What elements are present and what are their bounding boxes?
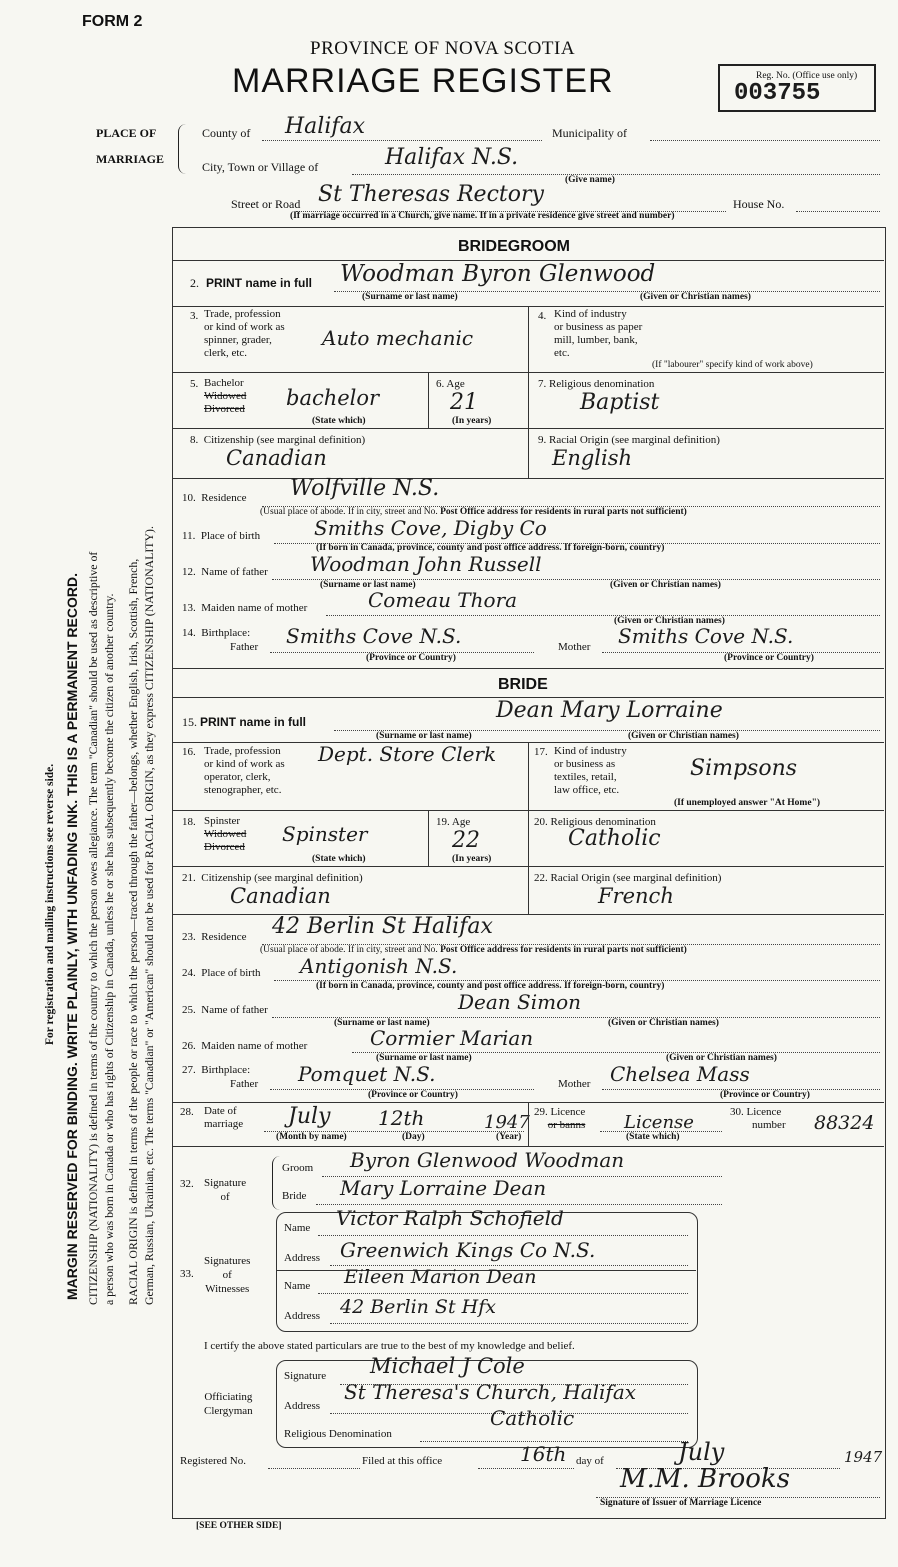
- groom-bp-mother-cap: (Province or Country): [724, 653, 814, 663]
- groom-residence-note: (Usual place of abode. If in city, street and No. Post Office address for residents in rural parts not sufficient): [260, 507, 687, 517]
- clergy-label: Officiating Clergyman: [204, 1391, 253, 1417]
- wit1-address-label: Address: [284, 1252, 321, 1264]
- groom-racial-value: English: [552, 446, 633, 470]
- bride-bp-father-label: Father: [230, 1078, 259, 1090]
- groom-citizenship-value: Canadian: [226, 446, 327, 470]
- groom-status-value: bachelor: [286, 386, 380, 410]
- groom-age-value: 21: [450, 390, 478, 415]
- municipality-label: Municipality of: [552, 126, 627, 140]
- county-value: Halifax: [285, 114, 366, 139]
- groom-birthplace-label: 14. Birthplace:: [182, 627, 251, 639]
- licence-value: License: [624, 1112, 694, 1133]
- bride-surname-cap: (Surname or last name): [376, 731, 472, 741]
- bride-bp-mother-value: Chelsea Mass: [610, 1062, 750, 1086]
- bride-bp-mother-label: Mother: [558, 1078, 591, 1090]
- clergy-signature: Michael J Cole: [370, 1354, 525, 1378]
- bride-citizenship-label: 21. Citizenship (see marginal definition): [182, 872, 363, 884]
- groom-father-given-cap: (Given or Christian names): [610, 580, 721, 590]
- bride-father-surname-cap: (Surname or last name): [334, 1018, 430, 1028]
- bride-status-value: Spinster: [282, 822, 368, 846]
- bride-name-label: 15. PRINT name in full: [182, 715, 307, 729]
- groom-residence-value: Wolfville N.S.: [290, 476, 440, 501]
- groom-name-label: PRINT name in full: [206, 276, 313, 290]
- form-label: FORM 2: [82, 13, 143, 30]
- bride-age-label: 19. Age: [436, 816, 471, 828]
- bride-birth-note: (If born in Canada, province, county and post office address. If foreign-born, country): [316, 981, 665, 991]
- groom-birth-value: Smiths Cove, Digby Co: [314, 516, 547, 540]
- clergy-rel-label: Religious Denomination: [284, 1428, 392, 1440]
- date-label: Date of marriage: [204, 1105, 244, 1130]
- bride-trade-value: Dept. Store Clerk: [318, 742, 497, 766]
- witnesses-label: Signatures of Witnesses: [204, 1255, 251, 1295]
- street-label: Street or Road: [231, 197, 301, 211]
- marriage-day: 12th: [378, 1106, 425, 1130]
- field-33-num: 33.: [180, 1268, 194, 1280]
- reg-no-label: Reg. No. (Office use only): [756, 71, 858, 81]
- bride-age-value: 22: [452, 828, 480, 853]
- bride-industry-note: (If unemployed answer "At Home"): [674, 798, 821, 808]
- groom-sig-label: Groom: [282, 1162, 314, 1174]
- year-cap: (Year): [496, 1132, 522, 1142]
- bride-father-value: Dean Simon: [458, 990, 582, 1014]
- place-brace: [178, 124, 191, 174]
- filed-day: 16th: [520, 1442, 567, 1466]
- see-other-side: [SEE OTHER SIDE]: [196, 1521, 282, 1531]
- groom-religion-label: 7. Religious denomination: [538, 378, 655, 390]
- bride-sig-label: Bride: [282, 1190, 307, 1202]
- sig-of-label: Signature of: [204, 1177, 247, 1203]
- groom-bp-father-cap: (Province or Country): [366, 653, 456, 663]
- house-no-label: House No.: [733, 197, 785, 211]
- street-note: (If marriage occurred in a Church, give name. If in a private residence give street and number): [290, 211, 675, 221]
- groom-status-labels: Bachelor Widowed Divorced: [204, 377, 247, 415]
- certify-text: I certify the above stated particulars are true to the best of my knowledge and belief.: [204, 1340, 575, 1352]
- reg-no-box: [718, 64, 876, 112]
- margin-citizenship-2: a person who was born in Canada or who has rights of Citizenship in Canada, unless he or she has subsequently become the citizen of another country.: [102, 593, 116, 1305]
- bride-state-which: (State which): [312, 854, 366, 864]
- groom-mother-given-cap: (Given or Christian names): [614, 616, 725, 626]
- groom-mother-value: Comeau Thora: [368, 588, 518, 612]
- groom-birth-label: 11. Place of birth: [182, 530, 261, 542]
- field-16-num: 16.: [182, 746, 196, 758]
- groom-trade-label: Trade, profession or kind of work as spinner, grader, clerk, etc.: [204, 308, 285, 359]
- place-label-2: MARRIAGE: [96, 152, 164, 166]
- groom-industry-label: Kind of industry or business as paper mill, lumber, bank, etc.: [554, 308, 643, 359]
- marriage-year: 1947: [484, 1112, 530, 1133]
- bride-birth-label: 24. Place of birth: [182, 967, 261, 979]
- groom-father-value: Woodman John Russell: [310, 552, 542, 576]
- bride-mother-surname-cap: (Surname or last name): [376, 1053, 472, 1063]
- groom-trade-value: Auto mechanic: [322, 326, 474, 350]
- day-cap: (Day): [402, 1132, 425, 1142]
- city-value: Halifax N.S.: [385, 145, 519, 170]
- wit2-name: Eileen Marion Dean: [344, 1266, 537, 1288]
- margin-racial-1: RACIAL ORIGIN is defined in terms of the people or race to which the person—traced through the father—belongs, whether English, Irish, Scottish, French,: [126, 558, 140, 1305]
- margin-instructions: For registration and mailing instructions see reverse side.: [44, 763, 56, 1045]
- bride-residence-label: 23. Residence: [182, 931, 247, 943]
- month-cap: (Month by name): [276, 1132, 347, 1142]
- bride-mother-value: Cormier Marian: [370, 1026, 534, 1050]
- field-28-num: 28.: [180, 1106, 194, 1118]
- city-label: City, Town or Village of: [202, 160, 319, 174]
- groom-bp-mother-label: Mother: [558, 641, 591, 653]
- filed-label: Filed at this office: [362, 1455, 443, 1467]
- groom-surname-cap: (Surname or last name): [362, 292, 458, 302]
- bride-religion-label: 20. Religious denomination: [534, 816, 656, 828]
- field-17-num: 17.: [534, 746, 548, 758]
- groom-bp-mother-value: Smiths Cove N.S.: [618, 624, 794, 648]
- groom-father-label: 12. Name of father: [182, 566, 268, 578]
- bride-religion-value: Catholic: [568, 826, 661, 851]
- groom-given-cap: (Given or Christian names): [640, 292, 751, 302]
- clergy-denomination: Catholic: [490, 1406, 575, 1430]
- bride-status-labels: Spinster Widowed Divorced: [204, 815, 247, 853]
- groom-age-label: 6. Age: [436, 378, 465, 390]
- bride-father-label: 25. Name of father: [182, 1004, 268, 1016]
- groom-in-years: (In years): [452, 416, 492, 426]
- bride-birthplace-label: 27. Birthplace:: [182, 1064, 251, 1076]
- field-2-num: 2.: [190, 276, 199, 290]
- bride-bp-mother-cap: (Province or Country): [720, 1090, 810, 1100]
- licence-no-value: 88324: [814, 1112, 875, 1134]
- bride-citizenship-value: Canadian: [230, 884, 331, 908]
- margin-racial-2: German, Russian, Ukrainian, etc. The terms "Canadian" or "American" should not be used for RACIAL ORIGIN, as they express CITIZENSHIP (NATIONALITY).: [142, 526, 156, 1305]
- groom-racial-label: 9. Racial Origin (see marginal definition): [538, 434, 720, 446]
- province-heading: PROVINCE OF NOVA SCOTIA: [310, 38, 576, 59]
- groom-bp-father-label: Father: [230, 641, 259, 653]
- groom-signature: Byron Glenwood Woodman: [350, 1148, 625, 1172]
- page-title: MARRIAGE REGISTER: [232, 62, 614, 100]
- filed-month: July: [678, 1438, 725, 1466]
- licence-state-cap: (State which): [626, 1132, 680, 1142]
- field-4-num: 4.: [538, 310, 547, 322]
- bride-racial-label: 22. Racial Origin (see marginal definition): [534, 872, 722, 884]
- margin-binding-note: MARGIN RESERVED FOR BINDING. WRITE PLAINLY, WITH UNFADING INK. THIS IS A PERMANENT RECORD.: [64, 573, 80, 1300]
- issuer-cap: Signature of Issuer of Marriage Licence: [600, 1498, 762, 1508]
- bride-trade-label: Trade, profession or kind of work as operator, clerk, stenographer, etc.: [204, 745, 285, 796]
- field-3-num: 3.: [190, 310, 199, 322]
- issuer-signature: M.M. Brooks: [620, 1464, 790, 1494]
- bride-racial-value: French: [598, 884, 674, 908]
- wit2-address: 42 Berlin St Hfx: [340, 1296, 496, 1318]
- licence-label: 29. Licence or banns: [534, 1106, 586, 1131]
- wit2-address-label: Address: [284, 1310, 321, 1322]
- day-of-label: day of: [576, 1455, 604, 1467]
- bride-father-given-cap: (Given or Christian names): [608, 1018, 719, 1028]
- bride-residence-note: (Usual place of abode. If in city, street and No. Post Office address for residents in rural parts not sufficient): [260, 945, 687, 955]
- bride-birth-value: Antigonish N.S.: [300, 954, 458, 978]
- reg-no-value: 003755: [734, 80, 821, 107]
- bride-given-cap: (Given or Christian names): [628, 731, 739, 741]
- wit1-name-label: Name: [284, 1222, 311, 1234]
- wit1-address: Greenwich Kings Co N.S.: [340, 1238, 596, 1262]
- bride-residence-value: 42 Berlin St Halifax: [272, 914, 493, 939]
- give-name-cap: (Give name): [565, 175, 615, 185]
- county-label: County of: [202, 126, 251, 140]
- wit2-name-label: Name: [284, 1280, 311, 1292]
- groom-state-which: (State which): [312, 416, 366, 426]
- filed-year: 1947: [844, 1448, 883, 1466]
- bridegroom-header: BRIDEGROOM: [458, 238, 570, 255]
- bride-name-value: Dean Mary Lorraine: [496, 698, 723, 723]
- groom-father-surname-cap: (Surname or last name): [320, 580, 416, 590]
- clergy-address-label: Address: [284, 1400, 321, 1412]
- field-5-num: 5.: [190, 378, 199, 390]
- wit1-name: Victor Ralph Schofield: [336, 1206, 564, 1230]
- groom-citizenship-label: 8. Citizenship (see marginal definition): [190, 434, 366, 446]
- groom-mother-label: 13. Maiden name of mother: [182, 602, 308, 614]
- groom-bp-father-value: Smiths Cove N.S.: [286, 624, 462, 648]
- bride-industry-value: Simpsons: [690, 756, 798, 781]
- registered-label: Registered No.: [180, 1455, 246, 1467]
- field-32-num: 32.: [180, 1178, 194, 1190]
- clergy-sig-label: Signature: [284, 1370, 327, 1382]
- field-18-num: 18.: [182, 816, 196, 828]
- bride-industry-label: Kind of industry or business as textiles, retail, law office, etc.: [554, 745, 627, 796]
- groom-residence-label: 10. Residence: [182, 492, 247, 504]
- street-value: St Theresas Rectory: [318, 182, 544, 207]
- groom-religion-value: Baptist: [580, 390, 660, 415]
- groom-name-value: Woodman Byron Glenwood: [340, 261, 656, 287]
- clergy-address: St Theresa's Church, Halifax: [344, 1380, 637, 1404]
- bride-mother-label: 26. Maiden name of mother: [182, 1040, 308, 1052]
- bride-mother-given-cap: (Given or Christian names): [666, 1053, 777, 1063]
- groom-birth-note: (If born in Canada, province, county and post office address. If foreign-born, country): [316, 543, 665, 553]
- place-label-1: PLACE OF: [96, 126, 157, 140]
- bride-bp-father-value: Pomquet N.S.: [298, 1062, 436, 1086]
- bride-in-years: (In years): [452, 854, 492, 864]
- bride-bp-father-cap: (Province or Country): [368, 1090, 458, 1100]
- margin-citizenship-1: CITIZENSHIP (NATIONALITY) is defined in terms of the country to which the person owes allegiance. The term "Canadian" should be used as descriptive of: [86, 551, 100, 1305]
- licence-no-label: 30. Licence number: [730, 1106, 786, 1131]
- marriage-month: July: [288, 1104, 331, 1129]
- groom-industry-note: (If "labourer" specify kind of work above): [652, 360, 813, 370]
- bride-header: BRIDE: [498, 676, 548, 693]
- bride-signature: Mary Lorraine Dean: [340, 1176, 547, 1200]
